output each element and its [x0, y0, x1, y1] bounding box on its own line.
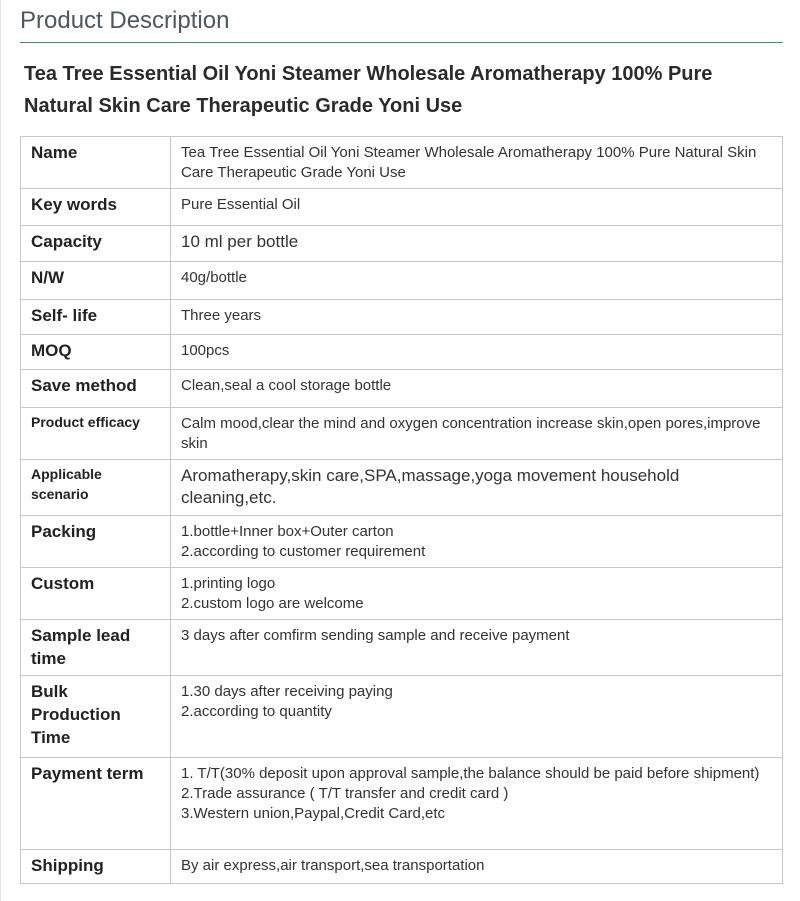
spec-key: Name	[21, 137, 171, 189]
table-row	[21, 226, 783, 262]
table-row	[21, 460, 783, 516]
spec-value-line: 100pcs	[181, 342, 230, 359]
spec-value	[171, 460, 783, 516]
spec-value	[171, 189, 783, 226]
spec-value	[171, 620, 783, 676]
table-row	[21, 137, 783, 189]
table-row	[21, 620, 783, 676]
spec-value-line: 1.printing logo	[181, 575, 276, 592]
spec-value	[171, 568, 783, 620]
table-row	[21, 189, 783, 226]
spec-value	[171, 262, 783, 300]
spec-key: Self- life	[21, 300, 171, 335]
spec-value	[171, 850, 783, 884]
spec-value	[171, 758, 783, 850]
spec-value-line: Aromatherapy,skin care,SPA,massage,yoga movement household cleaning,etc.	[181, 466, 680, 507]
table-row	[21, 335, 783, 370]
table-row	[21, 568, 783, 620]
spec-value	[171, 516, 783, 568]
spec-key: N/W	[21, 262, 171, 300]
section-header	[20, 6, 783, 43]
spec-key: Bulk Production Time	[21, 676, 171, 758]
spec-key: Save method	[21, 370, 171, 408]
spec-value-line: By air express,air transport,sea transportation	[181, 857, 485, 874]
table-row	[21, 262, 783, 300]
spec-value	[171, 408, 783, 460]
spec-value-line: 2.custom logo are welcome	[181, 595, 364, 612]
spec-value	[171, 335, 783, 370]
product-title: Tea Tree Essential Oil Yoni Steamer Wholesale Aromatherapy 100% Pure Natural Skin Care Therapeutic Grade Yoni Use	[24, 63, 713, 117]
spec-value-line: Calm mood,clear the mind and oxygen concentration increase skin,open pores,improve skin	[181, 415, 761, 452]
table-row	[21, 516, 783, 568]
spec-key: Applicable scenario	[21, 460, 171, 516]
table-row	[21, 370, 783, 408]
spec-value-line: 1.30 days after receiving paying	[181, 683, 393, 700]
table-row	[21, 850, 783, 884]
spec-key: Key words	[21, 189, 171, 226]
table-row	[21, 300, 783, 335]
spec-key: Capacity	[21, 226, 171, 262]
left-border	[0, 0, 1, 901]
spec-value-line: Three years	[181, 307, 262, 324]
spec-value-line: Tea Tree Essential Oil Yoni Steamer Wholesale Aromatherapy 100% Pure Natural Skin Care Therapeutic Grade Yoni Use	[181, 144, 757, 181]
spec-value	[171, 370, 783, 408]
spec-key: Packing	[21, 516, 171, 568]
table-row	[21, 408, 783, 460]
spec-value	[171, 300, 783, 335]
table-row	[21, 758, 783, 850]
spec-value	[171, 676, 783, 758]
spec-value-line: 2.according to quantity	[181, 703, 332, 720]
spec-value-line: 10 ml per bottle	[181, 232, 299, 251]
spec-value-line: 1. T/T(30% deposit upon approval sample,the balance should be paid before shipment)	[181, 765, 760, 782]
spec-value-line: Clean,seal a cool storage bottle	[181, 377, 392, 394]
spec-value-line: 2.Trade assurance ( T/T transfer and credit card )	[181, 785, 509, 802]
spec-key: Product efficacy	[21, 408, 171, 460]
spec-value-line: 3 days after comfirm sending sample and receive payment	[181, 627, 570, 644]
spec-value-line: Pure Essential Oil	[181, 196, 301, 213]
spec-table	[20, 136, 783, 884]
spec-value-line: 2.according to customer requirement	[181, 543, 426, 560]
spec-key: Payment term	[21, 758, 171, 850]
spec-value	[171, 137, 783, 189]
spec-value	[171, 226, 783, 262]
spec-key: Custom	[21, 568, 171, 620]
table-row	[21, 676, 783, 758]
spec-key: MOQ	[21, 335, 171, 370]
spec-key: Shipping	[21, 850, 171, 884]
spec-value-line: 40g/bottle	[181, 269, 247, 286]
section-title: Product Description	[20, 7, 230, 34]
spec-value-line: 3.Western union,Paypal,Credit Card,etc	[181, 805, 446, 822]
spec-value-line: 1.bottle+Inner box+Outer carton	[181, 523, 394, 540]
spec-key: Sample lead time	[21, 620, 171, 676]
